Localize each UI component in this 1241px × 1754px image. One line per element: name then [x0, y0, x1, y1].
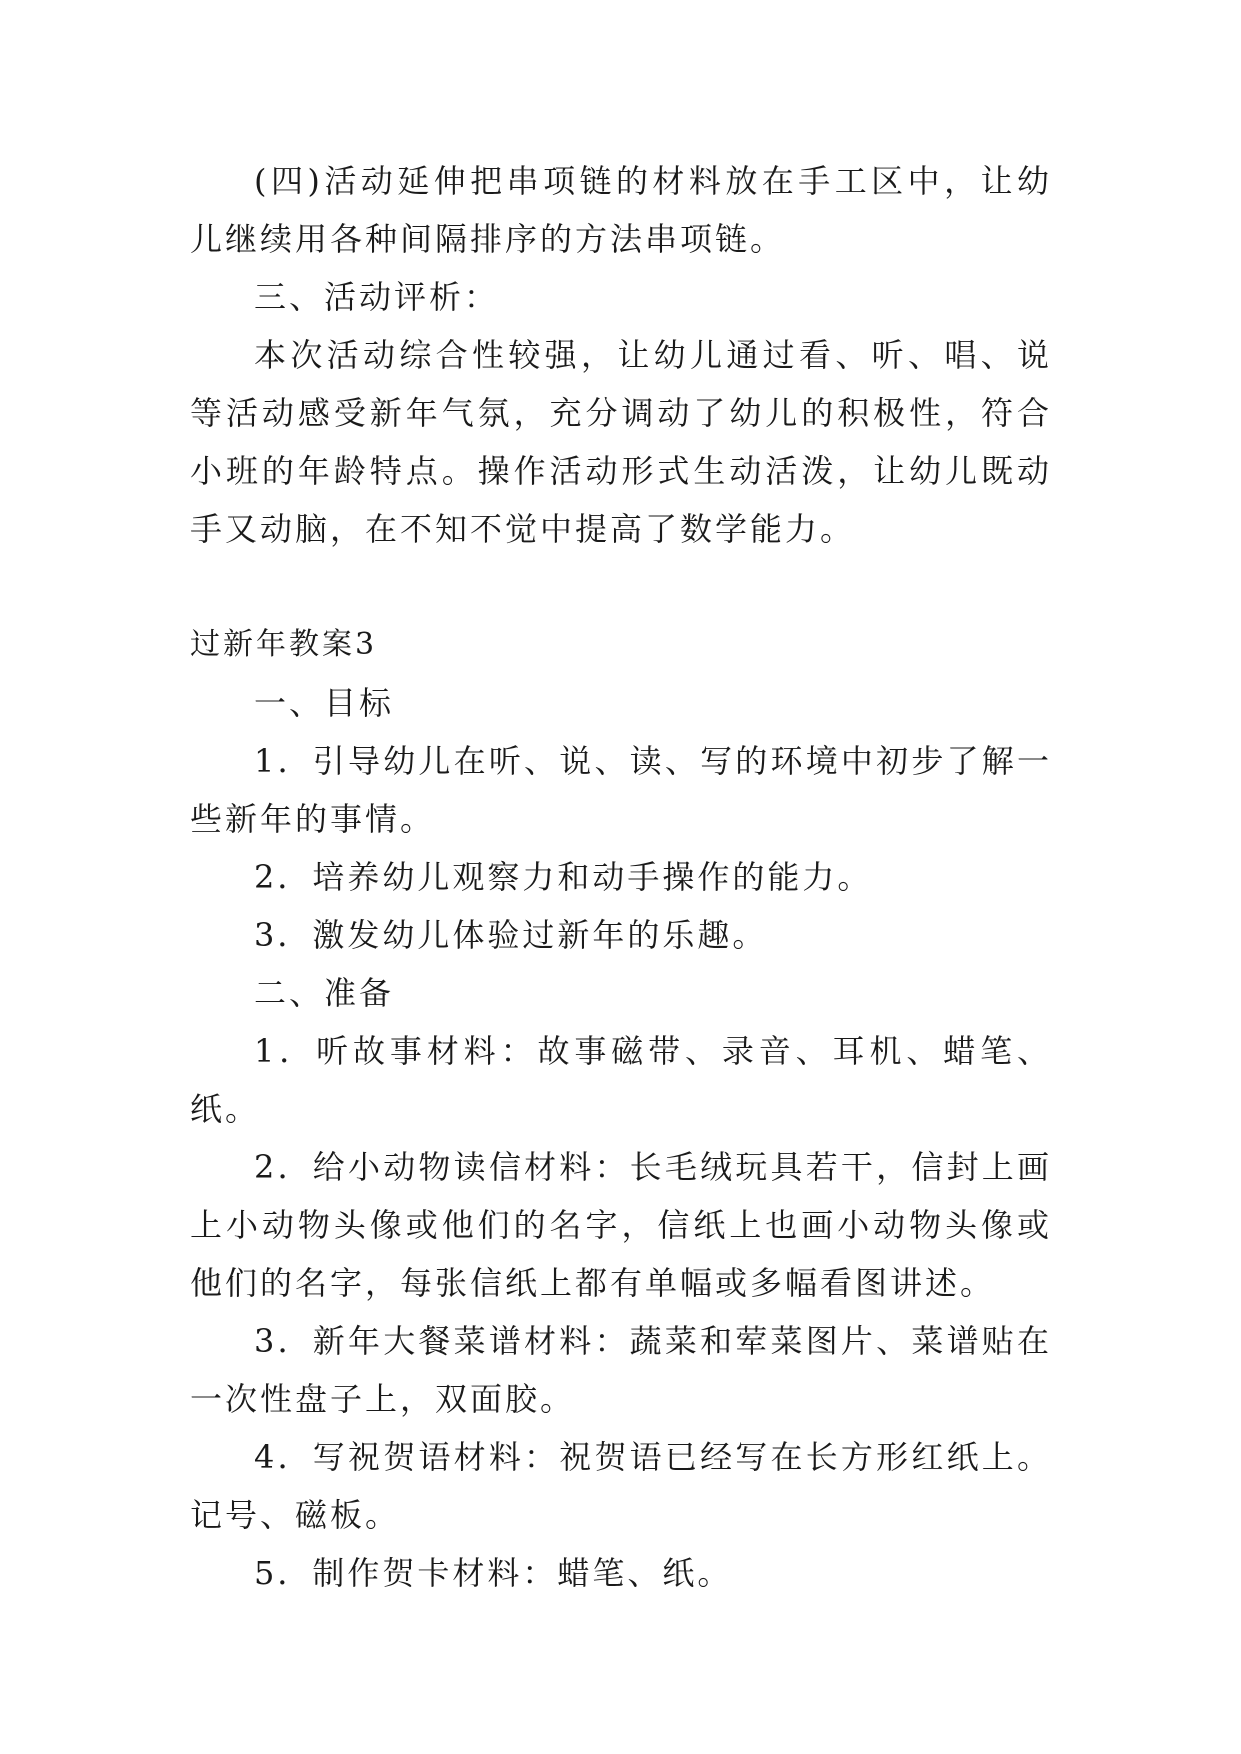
- goal-item-2: 2．培养幼儿观察力和动手操作的能力。: [254, 858, 873, 896]
- goal-item-1: 1．引导幼儿在听、说、读、写的环境中初步了解一些新年的事情。: [190, 742, 1052, 838]
- paragraph-activity-analysis: 本次活动综合性较强，让幼儿通过看、听、唱、说等活动感受新年气氛，充分调动了幼儿的积极性，符合小班的年龄特点。操作活动形式生动活泼，让幼儿既动手又动脑，在不知不觉中提高了数学能力。: [190, 336, 1052, 548]
- prep-item-5: 5．制作贺卡材料：蜡笔、纸。: [254, 1554, 733, 1592]
- heading-preparation: 二、准备: [254, 974, 395, 1012]
- heading-activity-analysis: 三、活动评析：: [254, 278, 500, 316]
- document-body: [190, 152, 1052, 1602]
- prep-item-2: 2．给小动物读信材料：长毛绒玩具若干，信封上画上小动物头像或他们的名字，信纸上也画小动物头像或他们的名字，每张信纸上都有单幅或多幅看图讲述。: [190, 1148, 1052, 1302]
- goal-item-3: 3．激发幼儿体验过新年的乐趣。: [254, 916, 768, 954]
- prep-item-3: 3．新年大餐菜谱材料：蔬菜和荤菜图片、菜谱贴在一次性盘子上，双面胶。: [190, 1322, 1052, 1418]
- prep-item-1: 1．听故事材料：故事磁带、录音、耳机、蜡笔、纸。: [190, 1032, 1052, 1128]
- section-title: 过新年教案3: [190, 627, 378, 662]
- heading-goals: 一、目标: [254, 684, 395, 722]
- prep-item-4: 4．写祝贺语材料：祝贺语已经写在长方形红纸上。记号、磁板。: [190, 1438, 1052, 1534]
- paragraph-activity-extension: (四)活动延伸把串项链的材料放在手工区中，让幼儿继续用各种间隔排序的方法串项链。: [190, 162, 1052, 258]
- section-spacer: [190, 558, 1052, 616]
